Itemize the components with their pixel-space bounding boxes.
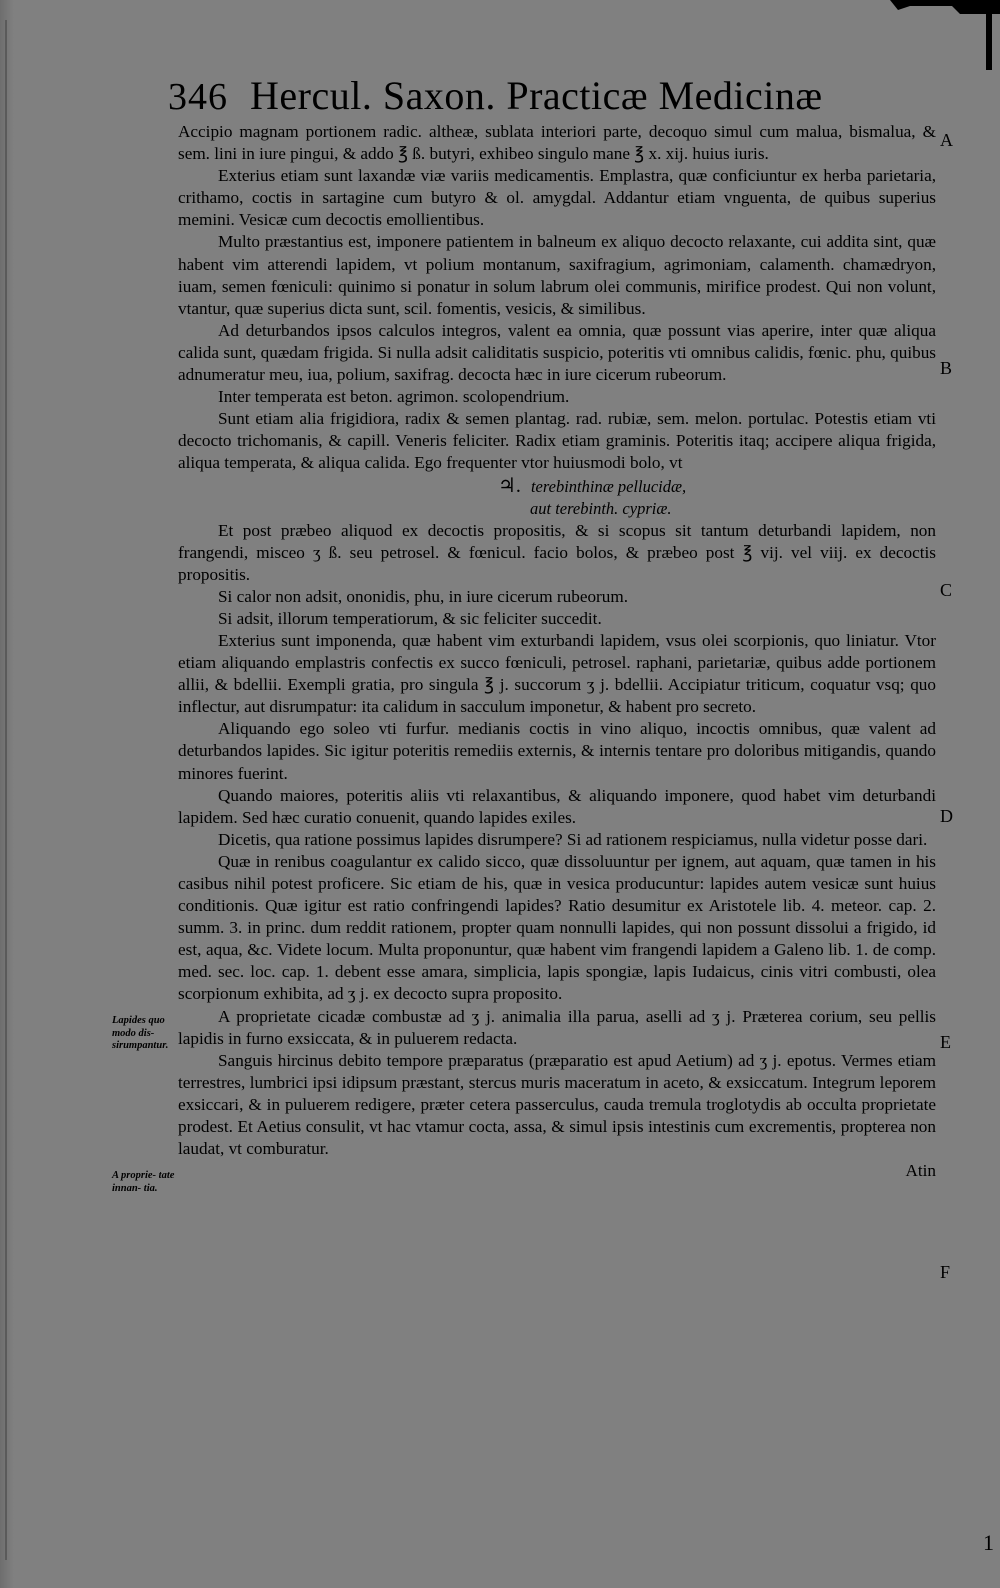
paragraph: Multo præstantius est, imponere patientem in balneum ex aliquo decocto relaxante, cui addita sint, quæ habent vim atterendi lapidem, vt polium montanum, saxifragium, agrimoniam, calamenth. chamædryon, iuam, semen fœniculi: quinimo si ponatur in solum labrum olei communis, mirifice prodest. Qui non volunt, vtantur, quæ superius dicta sunt, scil. fomentis, vesicis, & similibus.	[178, 232, 936, 318]
paragraph: Sunt etiam alia frigidiora, radix & semen plantag. rad. rubiæ, sem. melon. portulac. Potestis etiam vti decocto trichomanis, & capill. Veneris feliciter. Radix etiam graminis. Poteritis itaq; accipere aliqua frigida, aliqua temperata, & aliqua calida. Ego frequenter vtor huiusmodi bolo, vt	[178, 409, 936, 473]
paragraph: Exterius etiam sunt laxandæ viæ variis medicamentis. Emplastra, quæ conficiuntur ex herba parietaria, crithamo, coctis in sartagine cum butyro & ol. amygdal. Addantur etiam vnguenta, de quibus superius memini. Vesicæ cum decoctis emollientibus.	[178, 166, 936, 230]
running-title: Hercul. Saxon. Practicæ Medicinæ	[250, 73, 823, 118]
recipe-line: aut terebinth. cypriæ.	[530, 498, 672, 518]
recipe-symbol: ♃.	[498, 474, 521, 497]
margin-letter-f: F	[940, 1262, 951, 1282]
paragraph: Si calor non adsit, ononidis, phu, in iure cicerum rubeorum.	[218, 586, 629, 606]
margin-note-lapides: Lapides quo modo dis- sirumpantur.	[112, 1015, 169, 1051]
paragraph: Exterius sunt imponenda, quæ habent vim exturbandi lapidem, vsus olei scorpionis, quo liniatur. Vtor etiam aliquando emplastris confectis ex succo fœniculi, petrosel. raphani, parietariæ, quibus adde portionem allii, & bdellii. Exempli gratia, pro singula ℥ j. succorum ʒ j. bdellii. Accipiatur triticum, coquatur vsq; quo inflectur, aut disrumpatur: ita calidum in sacculum imponetur, & habent pro secreto.	[178, 630, 936, 717]
paragraph: Si adsit, illorum temperatiorum, & sic feliciter succedit.	[218, 608, 602, 628]
paragraph: Dicetis, qua ratione possimus lapides disrumpere? Si ad rationem respiciamus, nulla videtur posse dari.	[218, 829, 928, 849]
scan-edge	[0, 0, 14, 1588]
margin-letter-d: D	[940, 806, 953, 826]
corner-tab-mark	[890, 0, 1000, 70]
scan-edge-line	[5, 20, 7, 1560]
catchword: Atin	[905, 1161, 936, 1181]
paragraph: Quæ in renibus coagulantur ex calido sicco, quæ dissoluuntur per ignem, aut aquam, quæ tamen in his casibus nihil potest proficere. Sic etiam de his, quæ in vesica producuntur: lapides autem vesicæ sunt huius conditionis. Quæ igitur est ratio confringendi lapides? Ratio desumitur ex Aristotele lib. 4. meteor. cap. 2. summ. 3. in princ. dum reddit rationem, propter quam nonnulli lapides, qui non possunt dissolui a frigido, id est, aqua, &c. Videte locum. Multa proponuntur, quæ habent vim frangendi lapidem a Galeno lib. 1. de comp. med. sec. loc. cap. 1. debent esse amara, simplicia, lapis spongiæ, lapis Iudaicus, cinis vitri combusti, olea scorpionum exhibita, ad ʒ j. ex decocto supra proposito.	[178, 851, 936, 1004]
margin-note-proprietate: A proprie- tate innan- tia.	[112, 1170, 175, 1194]
paragraph: Ad deturbandos ipsos calculos integros, valent ea omnia, quæ possunt vias aperire, inter quæ aliqua calida sunt, quædam frigida. Si nulla adsit caliditatis suspicio, poteritis vti omnibus calidis, fœnic. phu, quibus adnumeratur meu, iua, polium, saxifrag. decocta hæc in iure cicerum rubeorum.	[178, 320, 936, 385]
paragraph: Aliquando ego soleo vti furfur. medianis coctis in vino aliquo, incoctis omnibus, quæ valent ad deturbandos lapides. Sic igitur poteritis remediis externis, & internis tentare pro doloribus mitigandis, quando minores fuerint.	[178, 719, 936, 783]
paragraph: A proprietate cicadæ combustæ ad ʒ j. animalia illa parua, aselli ad ʒ j. Præterea corium, seu pellis lapidis in furno exsiccata, & in puluerem redacta.	[178, 1006, 936, 1048]
paragraph: Et post præbeo aliquod ex decoctis propositis, & si scopus sit tantum deturbandi lapidem, non frangendi, misceo ʒ ß. seu petrosel. & fœnicul. facio bolos, & præbeo post ℥ vij. vel viij. ex decoctis propositis.	[178, 520, 936, 584]
margin-letter-e: E	[940, 1032, 951, 1052]
paragraph: Accipio magnam portionem radic. altheæ, sublata interiori parte, decoquo simul cum malua, bismalua, & sem. lini in iure pingui, & addo ℥ ß. butyri, exhibeo singulo mane ℥ x. xij. huius iuris.	[178, 122, 936, 164]
stray-mark: 1	[983, 1530, 994, 1555]
recipe-block	[178, 475, 936, 520]
page-header	[168, 72, 888, 124]
margin-letter-b: B	[940, 358, 953, 378]
body-text	[178, 121, 936, 1182]
paragraph: Sanguis hircinus debito tempore præparatus (præparatio est apud Aetium) ad ʒ j. epotus. Vermes etiam terrestres, lumbrici ipsi idipsum præstant, stercus muris maceratum in aceto, & exsiccatum. Integrum leporem exsiccari, & in puluerem redigere, præter cetera passerculus, cauda tremula troglotydis ab occulta proprietate prodest. Et Aetius consulit, vt hac vtamur cocta, assa, & simul ipsis intestinis cum excrementis, propterea non laudat, vt comburatur.	[178, 1050, 936, 1159]
paragraph: Inter temperata est beton. agrimon. scolopendrium.	[218, 387, 570, 407]
page-number: 346	[168, 76, 228, 118]
recipe-line: terebinthinæ pellucidæ,	[530, 476, 687, 496]
paragraph: Quando maiores, poteritis aliis vti relaxantibus, & aliquando imponere, quod habet vim deturbandi lapidem. Sed hæc curatio conuenit, quando lapides exiles.	[178, 785, 936, 827]
margin-letter-c: C	[940, 580, 953, 600]
margin-letter-a: A	[940, 130, 953, 150]
